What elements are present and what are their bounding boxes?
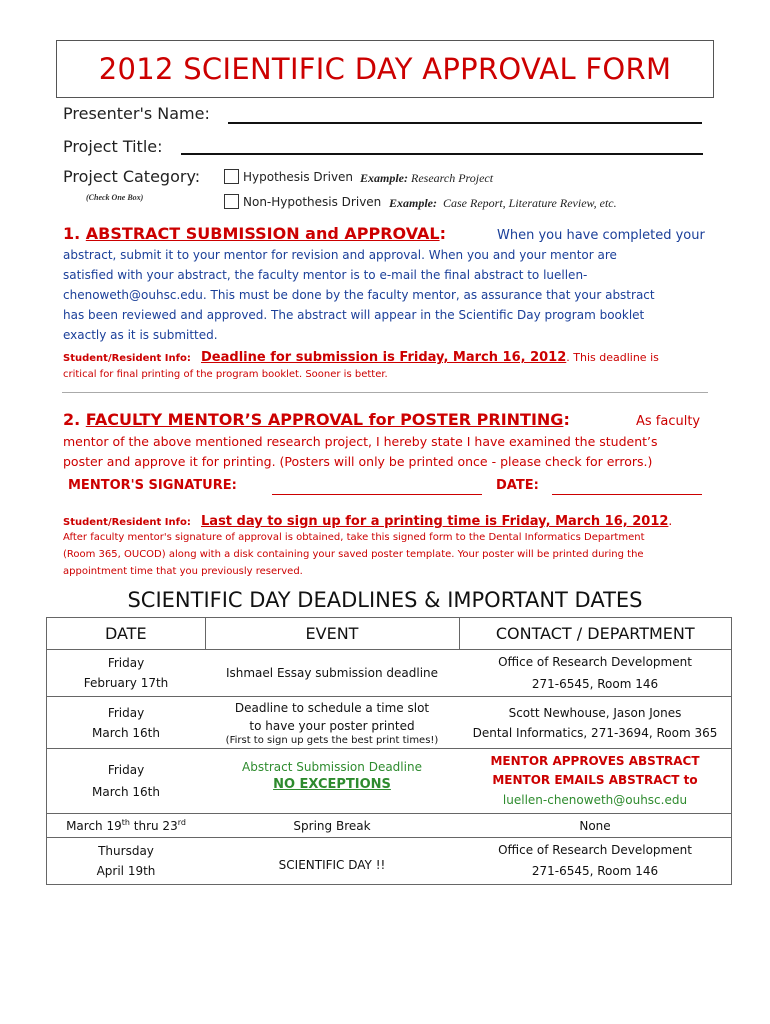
mentor-signature-label: MENTOR'S SIGNATURE:	[68, 478, 237, 493]
non-hypothesis-driven-label: Non-Hypothesis Driven	[243, 195, 382, 209]
section2-deadline-line: Student/Resident Info: Last day to sign up for a printing time is Friday, March 16, 2012.	[63, 514, 673, 529]
hypothesis-driven-label: Hypothesis Driven	[243, 170, 354, 184]
row3-contact: MENTOR APPROVES ABSTRACT MENTOR EMAILS ABSTRACT to luellen-chenoweth@ouhsc.edu	[459, 749, 732, 814]
row5-event: SCIENTIFIC DAY !!	[205, 838, 459, 885]
row4-event: Spring Break	[205, 814, 459, 838]
section2-heading: 2. FACULTY MENTOR’S APPROVAL for POSTER PRINTING:	[63, 410, 570, 429]
section2-body: mentor of the above mentioned research project, I hereby state I have examined the student’s poster and approve it for printing. (Posters will only be printed once - please check for errors.)	[63, 434, 658, 469]
row5-contact: Office of Research Development 271-6545, Room 146	[459, 838, 732, 885]
table-row	[47, 749, 732, 814]
non-hypothesis-driven-checkbox[interactable]	[224, 194, 239, 209]
section2-lead: As faculty	[636, 414, 701, 429]
header-date: DATE	[47, 618, 206, 650]
row1-date: Friday February 17th	[47, 650, 206, 697]
table-row	[47, 650, 732, 697]
date-line[interactable]	[552, 494, 702, 495]
section2-note: After faculty mentor's signature of approval is obtained, take this signed form to the Dental Informatics Department (Room 365, OUCOD) along with a disk containing your saved poster template. Your poster will be printed during the appointment time that you previously reserved.	[63, 532, 645, 577]
hypothesis-example: Example: Research Project	[360, 171, 494, 185]
section1-deadline-note: critical for final printing of the program booklet. Sooner is better.	[63, 369, 388, 380]
deadlines-title: SCIENTIFIC DAY DEADLINES & IMPORTANT DATES	[127, 588, 643, 612]
table-row	[47, 697, 732, 749]
project-title-line[interactable]	[181, 153, 703, 155]
check-one-note: (Check One Box)	[86, 193, 144, 202]
form-title: 2012 SCIENTIFIC DAY APPROVAL FORM	[98, 52, 672, 86]
header-event: EVENT	[205, 618, 459, 650]
presenter-name-label: Presenter's Name:	[63, 104, 210, 123]
section1-heading: 1. ABSTRACT SUBMISSION and APPROVAL:	[63, 224, 446, 243]
presenter-name-line[interactable]	[228, 122, 702, 124]
row2-date: Friday March 16th	[47, 697, 206, 749]
date-label: DATE:	[496, 478, 539, 493]
project-title-label: Project Title:	[63, 137, 163, 156]
row2-event: Deadline to schedule a time slot to have your poster printed (First to sign up gets the best print times!)	[205, 697, 459, 749]
non-hypothesis-example: Example: Case Report, Literature Review, etc.	[389, 196, 617, 210]
mentor-signature-line[interactable]	[272, 494, 482, 495]
row5-date: Thursday April 19th	[47, 838, 206, 885]
title-box	[56, 40, 714, 98]
section1-lead: When you have completed your	[497, 228, 705, 243]
project-category-label: Project Category:	[63, 167, 201, 186]
row2-contact: Scott Newhouse, Jason Jones Dental Informatics, 271-3694, Room 365	[459, 697, 732, 749]
row1-contact: Office of Research Development 271-6545, Room 146	[459, 650, 732, 697]
hypothesis-driven-checkbox[interactable]	[224, 169, 239, 184]
section1-body: abstract, submit it to your mentor for revision and approval. When you and your mentor are satisfied with your abstract, the faculty mentor is to e-mail the final abstract to luellen- chenoweth@ouhsc.edu. This must be done by the faculty mentor, as assurance that your abstract has been reviewed and approved. The abstract will appear in the Scientific Day program booklet exactly as it is submitted.	[63, 248, 655, 342]
deadlines-table	[46, 617, 732, 885]
table-header-row	[47, 618, 732, 650]
row4-contact: None	[459, 814, 732, 838]
row4-date: March 19th thru 23rd	[47, 814, 206, 838]
section-divider	[62, 392, 708, 393]
row1-event: Ishmael Essay submission deadline	[205, 650, 459, 697]
row3-event: Abstract Submission Deadline NO EXCEPTIONS	[205, 749, 459, 814]
header-contact: CONTACT / DEPARTMENT	[459, 618, 732, 650]
table-row	[47, 814, 732, 838]
row3-date: Friday March 16th	[47, 749, 206, 814]
section1-deadline-line: Student/Resident Info: Deadline for submission is Friday, March 16, 2012. This deadline is	[63, 350, 659, 365]
table-row	[47, 838, 732, 885]
